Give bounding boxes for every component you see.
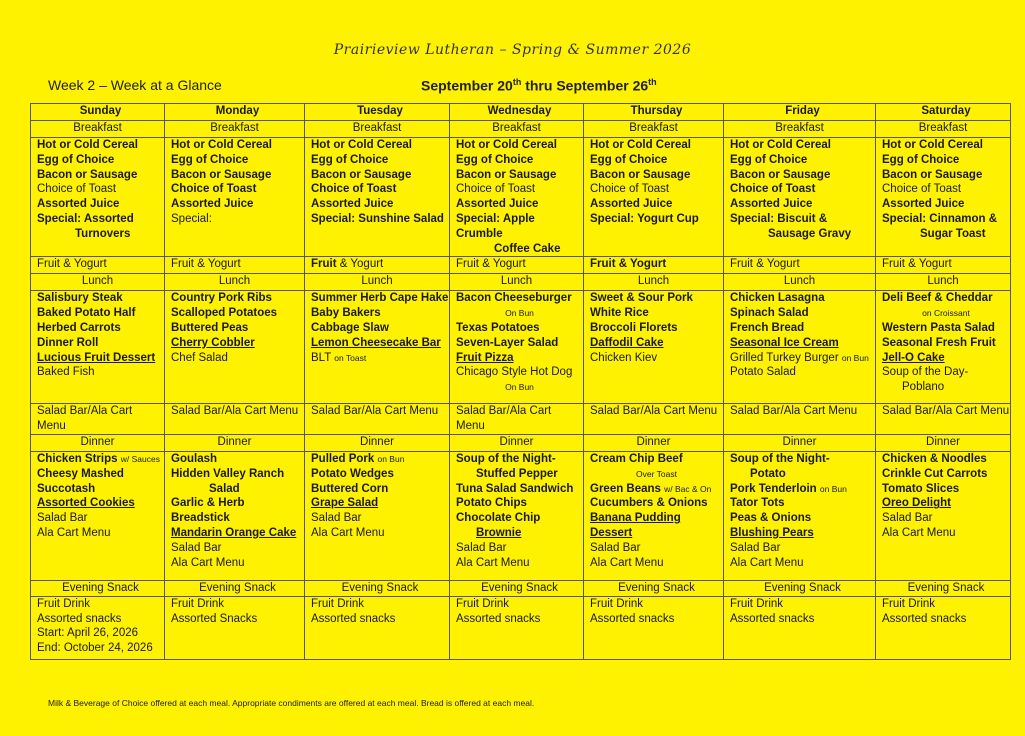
menu-item: Salad Bar <box>456 541 507 554</box>
menu-item: Egg of Choice <box>882 153 960 166</box>
menu-item: Sweet & Sour Pork <box>590 292 693 305</box>
menu-item: BLT on Toast <box>311 351 367 364</box>
menu-item: Country Pork Ribs <box>171 292 272 305</box>
evening-snack-heading: Evening Snack <box>31 580 165 596</box>
menu-item: Assorted snacks <box>730 612 815 625</box>
salad-bar-label: Salad Bar/Ala Cart Menu <box>584 404 724 435</box>
menu-item: Tomato Slices <box>882 482 960 495</box>
menu-item: Stuffed Pepper <box>476 467 558 480</box>
menu-item: Green Beans w/ Bac & On <box>590 482 712 495</box>
menu-item-note: on Croissant <box>922 308 970 319</box>
menu-item: Special: <box>171 212 212 225</box>
menu-item: Fruit Drink <box>456 597 510 610</box>
menu-item: Deli Beef & Cheddar <box>882 292 993 305</box>
dinner-friday <box>724 451 876 580</box>
menu-item: Summer Herb Cape Hake <box>311 292 449 305</box>
breakfast-sunday <box>31 138 165 257</box>
breakfast-header-row <box>31 121 1011 138</box>
menu-item: Ala Cart Menu <box>882 526 956 539</box>
menu-item: Ala Cart Menu <box>311 526 385 539</box>
menu-item: Assorted snacks <box>590 612 675 625</box>
menu-item: Chicago Style Hot Dog <box>456 366 573 379</box>
dinner-thursday <box>584 451 724 580</box>
dinner-wednesday <box>450 451 584 580</box>
breakfast-heading: Breakfast <box>724 121 876 138</box>
menu-item: Assorted Juice <box>456 198 539 211</box>
menu-item: Texas Potatoes <box>456 321 540 334</box>
menu-item: Chef Salad <box>171 351 228 364</box>
dinner-row <box>31 451 1011 580</box>
breakfast-monday <box>165 138 305 257</box>
menu-item: Spinach Salad <box>730 307 809 320</box>
breakfast-friday <box>724 138 876 257</box>
menu-item: Grape Salad <box>311 497 379 510</box>
menu-item: Crinkle Cut Carrots <box>882 467 988 480</box>
menu-item: Bacon or Sausage <box>37 168 138 181</box>
day-monday: Monday <box>165 104 305 121</box>
menu-item: Ala Cart Menu <box>590 556 664 569</box>
salad-bar-label: Salad Bar/Ala Cart Menu <box>305 404 450 435</box>
menu-item: Egg of Choice <box>37 153 115 166</box>
menu-item: Salad <box>209 482 240 495</box>
menu-item: Coffee Cake <box>494 242 561 255</box>
dinner-tuesday <box>305 451 450 580</box>
breakfast-tuesday <box>305 138 450 257</box>
menu-item: Assorted snacks <box>311 612 396 625</box>
dinner-sunday <box>31 451 165 580</box>
fruit-yogurt-label: Fruit & Yogurt <box>305 257 450 274</box>
menu-item: Broccoli Florets <box>590 321 678 334</box>
menu-item: Tuna Salad Sandwich <box>456 482 574 495</box>
footer-note: Milk & Beverage of Choice offered at each meal. Appropriate condiments are offered at each meal. Bread is offered at each meal. <box>48 698 535 708</box>
menu-item: Special: Cinnamon & <box>882 212 998 225</box>
menu-item: Egg of Choice <box>171 153 249 166</box>
lunch-heading: Lunch <box>876 274 1011 291</box>
lunch-heading: Lunch <box>450 274 584 291</box>
menu-item: Lucious Fruit Dessert <box>37 351 156 364</box>
menu-item: Choice of Toast <box>37 183 117 196</box>
menu-item: Herbed Carrots <box>37 321 121 334</box>
menu-item: Grilled Turkey Burger on Bun <box>730 351 869 364</box>
lunch-heading: Lunch <box>31 274 165 291</box>
day-sunday: Sunday <box>31 104 165 121</box>
menu-item: Assorted Juice <box>882 198 965 211</box>
lunch-friday <box>724 291 876 404</box>
salad-bar-row <box>31 404 1011 435</box>
fruit-yogurt-label: Fruit & Yogurt <box>31 257 165 274</box>
menu-item: Chocolate Chip <box>456 512 541 525</box>
menu-item: Fruit Drink <box>730 597 784 610</box>
menu-item: Special: Assorted <box>37 212 134 225</box>
snack-thursday <box>584 596 724 659</box>
menu-item: Cherry Cobbler <box>171 336 255 349</box>
salad-bar-label: Salad Bar/Ala Cart Menu <box>724 404 876 435</box>
menu-item: Assorted snacks <box>37 612 122 625</box>
dinner-saturday <box>876 451 1011 580</box>
menu-item: Assorted Snacks <box>171 612 258 625</box>
menu-item: Turnovers <box>75 227 131 240</box>
day-wednesday: Wednesday <box>450 104 584 121</box>
evening-snack-heading: Evening Snack <box>165 580 305 596</box>
menu-item: Choice of Toast <box>456 183 536 196</box>
menu-item: Choice of Toast <box>590 183 670 196</box>
lunch-sunday <box>31 291 165 404</box>
fruit-yogurt-row <box>31 257 1011 274</box>
menu-item: Bacon or Sausage <box>882 168 983 181</box>
menu-item: Bacon Cheeseburger <box>456 292 572 305</box>
day-tuesday: Tuesday <box>305 104 450 121</box>
snack-monday <box>165 596 305 659</box>
menu-item-note: On Bun <box>505 382 534 393</box>
lunch-header-row <box>31 274 1011 291</box>
dinner-heading: Dinner <box>31 434 165 451</box>
menu-item: Soup of the Night- <box>456 452 556 465</box>
menu-item: Garlic & Herb Breadstick <box>171 497 245 525</box>
dinner-heading: Dinner <box>724 434 876 451</box>
dinner-header-row <box>31 434 1011 451</box>
lunch-row <box>31 291 1011 404</box>
menu-item: Sugar Toast <box>920 227 986 240</box>
menu-item: Peas & Onions <box>730 512 812 525</box>
menu-item: Choice of Toast <box>311 183 397 196</box>
breakfast-heading: Breakfast <box>31 121 165 138</box>
menu-item: Fruit Drink <box>37 597 91 610</box>
snack-saturday <box>876 596 1011 659</box>
dinner-monday <box>165 451 305 580</box>
menu-item-note: On Bun <box>505 308 534 319</box>
menu-item: Baby Bakers <box>311 307 381 320</box>
evening-snack-heading: Evening Snack <box>724 580 876 596</box>
evening-snack-heading: Evening Snack <box>305 580 450 596</box>
fruit-yogurt-label: Fruit & Yogurt <box>876 257 1011 274</box>
dinner-heading: Dinner <box>305 434 450 451</box>
day-header-row <box>31 104 1011 121</box>
menu-item: Choice of Toast <box>882 183 962 196</box>
menu-item: Banana Pudding Dessert <box>590 512 681 539</box>
menu-item: Potato Wedges <box>311 467 394 480</box>
menu-item: Bacon or Sausage <box>730 168 831 181</box>
menu-item: Fruit Drink <box>882 597 936 610</box>
fruit-yogurt-label: Fruit & Yogurt <box>450 257 584 274</box>
lunch-heading: Lunch <box>584 274 724 291</box>
menu-item: Egg of Choice <box>730 153 808 166</box>
menu-item: Blushing Pears <box>730 526 814 539</box>
menu-item: Salisbury Steak <box>37 292 123 305</box>
menu-item: Chicken Kiev <box>590 351 658 364</box>
menu-item: Western Pasta Salad <box>882 321 995 334</box>
day-friday: Friday <box>724 104 876 121</box>
menu-item: Dinner Roll <box>37 336 99 349</box>
menu-item: Choice of Toast <box>171 183 257 196</box>
menu-item: Potato Salad <box>730 366 796 379</box>
breakfast-heading: Breakfast <box>305 121 450 138</box>
menu-item: Soup of the Day- <box>882 366 969 379</box>
lunch-heading: Lunch <box>724 274 876 291</box>
menu-item: Pulled Pork on Bun <box>311 452 405 465</box>
menu-item: Chicken & Noodles <box>882 452 987 465</box>
menu-item: Cheesy Mashed <box>37 467 124 480</box>
salad-bar-label: Salad Bar/Ala Cart Menu <box>450 404 584 435</box>
breakfast-saturday <box>876 138 1011 257</box>
menu-item: Fruit Drink <box>311 597 365 610</box>
snack-friday <box>724 596 876 659</box>
lunch-monday <box>165 291 305 404</box>
menu-item: Potato <box>750 467 786 480</box>
menu-item: Seasonal Ice Cream <box>730 336 839 349</box>
day-saturday: Saturday <box>876 104 1011 121</box>
breakfast-row <box>31 138 1011 257</box>
menu-item: Ala Cart Menu <box>171 556 245 569</box>
menu-item: Ala Cart Menu <box>730 556 804 569</box>
day-thursday: Thursday <box>584 104 724 121</box>
menu-item: Salad Bar <box>730 541 781 554</box>
lunch-heading: Lunch <box>165 274 305 291</box>
lunch-heading: Lunch <box>305 274 450 291</box>
menu-item: Tator Tots <box>730 497 785 510</box>
evening-snack-row <box>31 580 1011 596</box>
menu-item: Egg of Choice <box>456 153 534 166</box>
menu-item: Hot or Cold Cereal <box>590 139 691 151</box>
menu-item: Bacon or Sausage <box>311 168 412 181</box>
menu-item: Bacon or Sausage <box>171 168 272 181</box>
evening-snack-heading: Evening Snack <box>876 580 1011 596</box>
menu-item: Oreo Delight <box>882 497 952 510</box>
menu-item: Succotash <box>37 482 96 495</box>
menu-item: Salad Bar <box>37 512 88 525</box>
season-end: End: October 24, 2026 <box>37 642 153 655</box>
menu-item: Salad Bar <box>590 541 641 554</box>
salad-bar-label: Salad Bar/Ala Cart Menu <box>165 404 305 435</box>
menu-item: Assorted Juice <box>171 198 254 211</box>
menu-item: Chicken Strips w/ Sauces <box>37 452 160 465</box>
menu-item: Assorted snacks <box>882 612 967 625</box>
breakfast-heading: Breakfast <box>450 121 584 138</box>
dinner-heading: Dinner <box>876 434 1011 451</box>
menu-item: Special: Apple Crumble <box>456 212 535 240</box>
fruit-yogurt-label: Fruit & Yogurt <box>724 257 876 274</box>
menu-item: Assorted Juice <box>311 198 394 211</box>
breakfast-heading: Breakfast <box>165 121 305 138</box>
menu-item: Poblano <box>902 381 945 394</box>
menu-item: Daffodil Cake <box>590 336 664 349</box>
menu-item: Egg of Choice <box>590 153 668 166</box>
menu-title: Prairieview Lutheran – Spring & Summer 2026 <box>333 42 692 58</box>
menu-item: Hidden Valley Ranch <box>171 467 285 480</box>
menu-item: Sausage Gravy <box>768 227 852 240</box>
menu-item: Fruit Drink <box>590 597 644 610</box>
fruit-yogurt-label: Fruit & Yogurt <box>165 257 305 274</box>
menu-item: Fruit Drink <box>171 597 225 610</box>
breakfast-wednesday <box>450 138 584 257</box>
menu-item: Choice of Toast <box>730 183 816 196</box>
lunch-thursday <box>584 291 724 404</box>
breakfast-thursday <box>584 138 724 257</box>
evening-snack-heading: Evening Snack <box>450 580 584 596</box>
menu-item: Hot or Cold Cereal <box>730 139 831 151</box>
menu-item: Seasonal Fresh Fruit <box>882 336 996 349</box>
menu-item: Scalloped Potatoes <box>171 307 278 320</box>
menu-item: Special: Sunshine Salad <box>311 212 444 225</box>
menu-item: Ala Cart Menu <box>37 526 111 539</box>
menu-item: Assorted Juice <box>590 198 673 211</box>
menu-item: Bacon or Sausage <box>590 168 691 181</box>
menu-item: Cucumbers & Onions <box>590 497 708 510</box>
week-label: Week 2 – Week at a Glance <box>48 77 222 93</box>
menu-item: Jell-O Cake <box>882 351 945 364</box>
menu-item: Bacon or Sausage <box>456 168 557 181</box>
menu-item: Assorted Juice <box>37 198 120 211</box>
season-start: Start: April 26, 2026 <box>37 627 139 640</box>
menu-item: Assorted snacks <box>456 612 541 625</box>
snack-items-row <box>31 596 1011 659</box>
menu-item: Baked Potato Half <box>37 307 136 320</box>
menu-item: Salad Bar <box>882 512 933 525</box>
dinner-heading: Dinner <box>165 434 305 451</box>
breakfast-heading: Breakfast <box>584 121 724 138</box>
menu-item: Hot or Cold Cereal <box>37 139 138 151</box>
menu-item: Mandarin Orange Cake <box>171 526 297 539</box>
breakfast-heading: Breakfast <box>876 121 1011 138</box>
menu-item: Soup of the Night- <box>730 452 830 465</box>
menu-item: Cabbage Slaw <box>311 321 389 334</box>
date-range: September 20th thru September 26th <box>421 77 657 94</box>
lunch-saturday <box>876 291 1011 404</box>
menu-item: Chicken Lasagna <box>730 292 825 305</box>
menu-item-note: Over Toast <box>636 468 677 479</box>
snack-sunday <box>31 596 165 659</box>
snack-tuesday <box>305 596 450 659</box>
snack-wednesday <box>450 596 584 659</box>
menu-item: Hot or Cold Cereal <box>882 139 983 151</box>
menu-item: Lemon Cheesecake Bar <box>311 336 441 349</box>
menu-item: Potato Chips <box>456 497 527 510</box>
menu-item: Ala Cart Menu <box>456 556 530 569</box>
menu-item: Assorted Cookies <box>37 497 135 510</box>
menu-item: Goulash <box>171 452 218 465</box>
menu-item: Pork Tenderloin on Bun <box>730 482 847 495</box>
menu-item: White Rice <box>590 307 649 320</box>
salad-bar-label: Salad Bar/Ala Cart Menu <box>31 404 165 435</box>
menu-item: Salad Bar <box>171 541 222 554</box>
menu-item: Hot or Cold Cereal <box>311 139 412 151</box>
salad-bar-label: Salad Bar/Ala Cart Menu <box>876 404 1011 435</box>
menu-item: Assorted Juice <box>730 198 813 211</box>
menu-item: Fruit Pizza <box>456 351 514 364</box>
dinner-heading: Dinner <box>584 434 724 451</box>
menu-item: Hot or Cold Cereal <box>456 139 557 151</box>
fruit-yogurt-label: Fruit & Yogurt <box>584 257 724 274</box>
menu-item: Egg of Choice <box>311 153 389 166</box>
menu-item: Special: Biscuit & <box>730 212 828 225</box>
menu-item: Cream Chip Beef <box>590 452 683 465</box>
menu-item: Buttered Peas <box>171 321 249 334</box>
lunch-wednesday <box>450 291 584 404</box>
menu-item: Salad Bar <box>311 512 362 525</box>
menu-item: Baked Fish <box>37 366 95 379</box>
menu-item: French Bread <box>730 321 805 334</box>
dinner-heading: Dinner <box>450 434 584 451</box>
menu-item: Buttered Corn <box>311 482 389 495</box>
weekly-menu-table <box>30 103 1011 660</box>
evening-snack-heading: Evening Snack <box>584 580 724 596</box>
lunch-tuesday <box>305 291 450 404</box>
menu-item: Brownie <box>476 526 522 539</box>
menu-item: Special: Yogurt Cup <box>590 212 699 225</box>
menu-item: Seven-Layer Salad <box>456 336 559 349</box>
menu-item: Hot or Cold Cereal <box>171 139 272 151</box>
